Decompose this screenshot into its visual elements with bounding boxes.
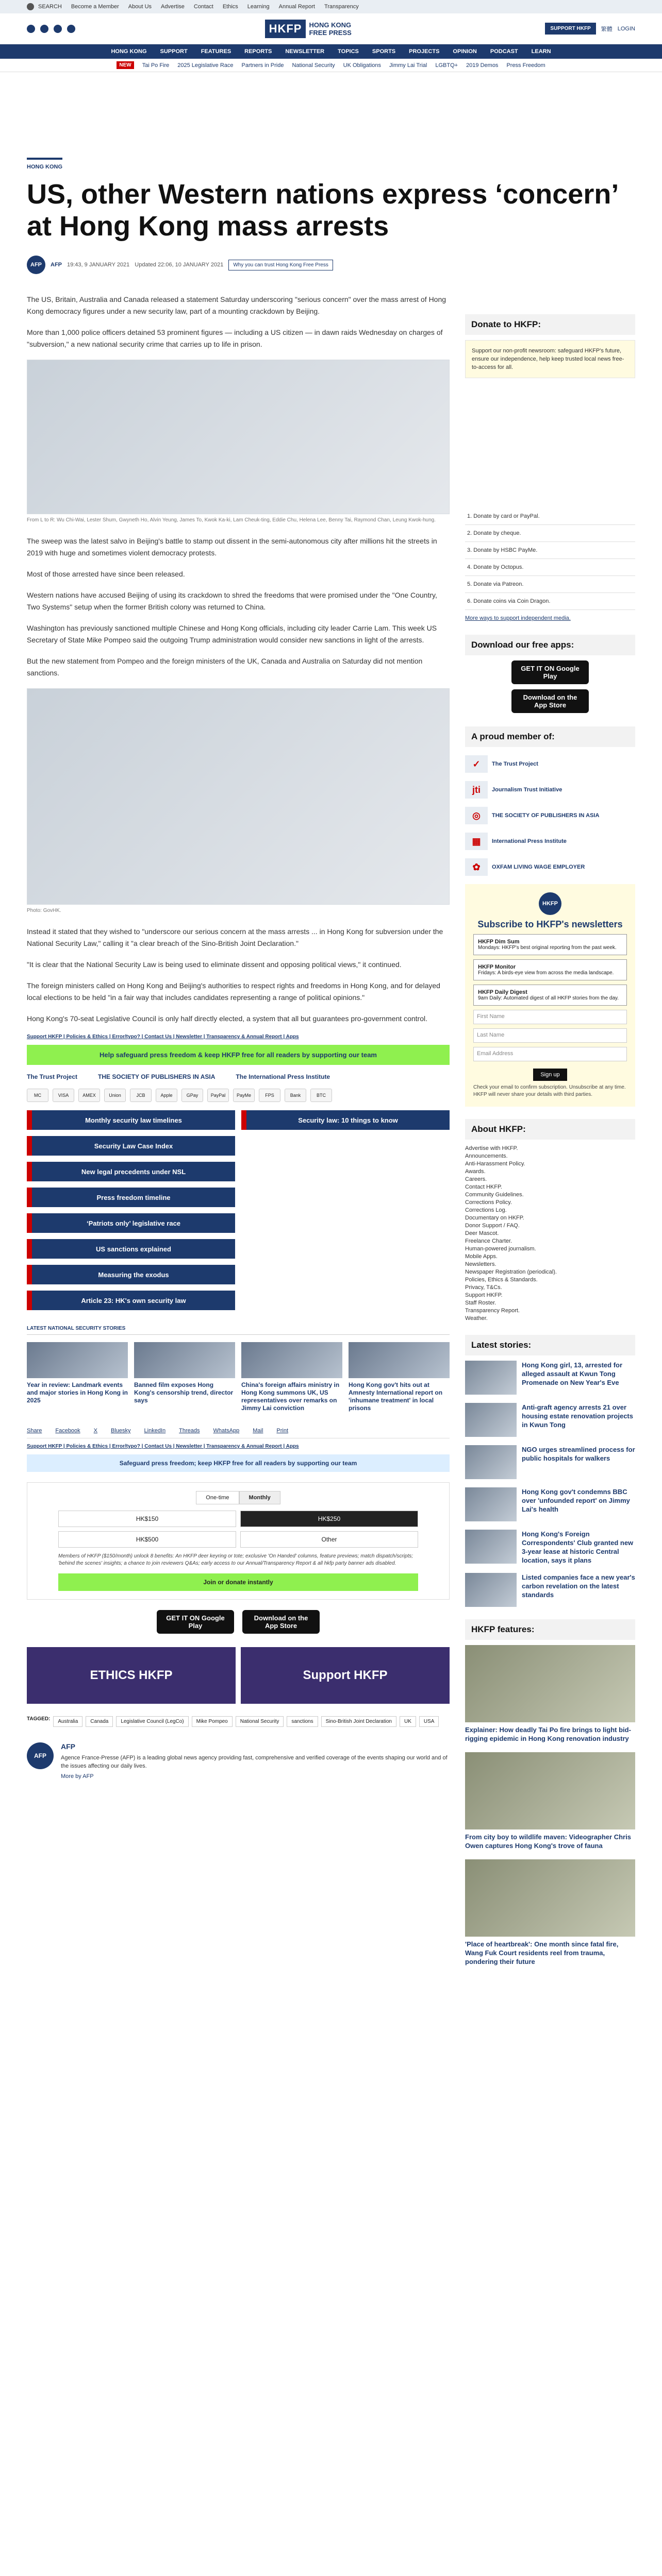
member-badge[interactable] <box>465 807 635 824</box>
latest-stories <box>465 1361 635 1607</box>
paragraph: More than 1,000 police officers detained 53 prominent figures — including a US citizen — in dawn raids Wednesday on charges of "subversion," a new national security crime that carries up to life in prison. <box>27 328 443 348</box>
more-ways-link[interactable]: More ways to support independent media. <box>465 615 571 621</box>
youtube-icon[interactable] <box>67 25 75 33</box>
share-label: Share <box>27 1428 42 1434</box>
author-box-avatar[interactable]: AFP <box>27 1742 54 1769</box>
banner-us-sanctions[interactable]: US sanctions explained <box>27 1239 235 1259</box>
site-logo[interactable] <box>265 20 352 38</box>
paragraph: But the new statement from Pompeo and the foreign ministers of the UK, Canada and Australia on Saturday did not mention sanctions. <box>27 657 423 677</box>
donation-widget <box>27 1482 450 1600</box>
amount-option[interactable]: HK$250 <box>240 1511 418 1527</box>
join-button[interactable]: Join or donate instantly <box>58 1573 418 1591</box>
about-link[interactable]: Mobile Apps. <box>465 1253 498 1260</box>
article-image-govhk <box>27 688 450 905</box>
share-bluesky[interactable]: Bluesky <box>111 1428 131 1434</box>
related-thumb[interactable] <box>349 1342 450 1378</box>
donate-box <box>465 340 635 378</box>
newsletter-option[interactable] <box>473 959 627 980</box>
payment-icon: GPay <box>181 1089 203 1102</box>
share-x[interactable]: X <box>93 1428 98 1434</box>
topbar-annual-report[interactable]: Annual Report <box>278 4 315 10</box>
oxfam-icon: ✿ <box>465 858 488 876</box>
member-badge[interactable] <box>465 833 635 850</box>
author-box <box>27 1742 450 1780</box>
newsletter-option[interactable] <box>473 934 627 955</box>
donation-tabs <box>58 1491 418 1504</box>
donate-spacer <box>465 389 635 508</box>
last-name-input[interactable]: Last Name <box>473 1028 627 1043</box>
latest-title[interactable]: Hong Kong girl, 13, arrested for alleged assault at Kwun Tong Promenade on New Year's Eve <box>522 1361 623 1386</box>
paragraph: The sweep was the latest salvo in Beijing's battle to stamp out dissent in the semi-autonomous city after millions hit the streets in 2019 with huge and sometimes violent democracy protests. <box>27 537 437 557</box>
share-linkedin[interactable]: LinkedIn <box>144 1428 166 1434</box>
payment-icon: FPS <box>259 1089 280 1102</box>
trending-item[interactable]: 2019 Demos <box>466 62 499 69</box>
about-link[interactable]: Support HKFP. <box>465 1292 503 1298</box>
latest-thumb[interactable] <box>465 1487 517 1521</box>
tag-list <box>27 1716 450 1727</box>
related-title[interactable]: Year in review: Landmark events and major stories in Hong Kong in 2025 <box>27 1381 128 1404</box>
about-link[interactable]: Corrections Log. <box>465 1207 507 1213</box>
support-promo[interactable]: Support HKFP <box>241 1647 450 1704</box>
trending-item[interactable]: UK Obligations <box>343 62 381 69</box>
nav-item[interactable]: SPORTS <box>372 48 396 55</box>
member-badge[interactable] <box>465 755 635 773</box>
amount-option[interactable]: HK$500 <box>58 1531 236 1548</box>
newsletter-option-title: HKFP Monitor <box>478 964 516 970</box>
newsletter-option[interactable] <box>473 985 627 1006</box>
trending-item[interactable]: Press Freedom <box>506 62 545 69</box>
about-link[interactable]: Human-powered journalism. <box>465 1246 536 1252</box>
donate-heading: Donate to HKFP: <box>465 314 635 335</box>
sidebar <box>465 314 635 1975</box>
payment-icon: AMEX <box>78 1089 100 1102</box>
app-store-button[interactable]: Download on the App Store <box>242 1610 320 1634</box>
main-nav <box>0 44 662 59</box>
latest-title[interactable]: Listed companies face a new year's carbon revelation on the latest standards <box>522 1573 635 1599</box>
topbar-contact[interactable]: Contact <box>193 4 213 10</box>
trust-button[interactable]: Why you can trust Hong Kong Free Press <box>228 260 333 270</box>
nav-item[interactable]: REPORTS <box>244 48 272 55</box>
latest-item[interactable] <box>465 1403 635 1437</box>
about-link[interactable]: Freelance Charter. <box>465 1238 512 1244</box>
paragraph: Hong Kong's 70-seat Legislative Council is only half directly elected, a system that all but guarantees pro-government control. <box>27 1014 427 1023</box>
payment-icon: Union <box>104 1089 126 1102</box>
top-utility-bar <box>0 0 662 13</box>
banner-article-23[interactable]: Article 23: HK's own security law <box>27 1291 235 1310</box>
about-heading: About HKFP: <box>465 1119 635 1140</box>
tag[interactable]: UK <box>400 1716 416 1727</box>
ipi-icon: ▦ <box>465 833 488 850</box>
ethics-promo[interactable]: ETHICS HKFP <box>27 1647 236 1704</box>
nav-item[interactable]: TOPICS <box>338 48 359 55</box>
related-stories <box>27 1342 450 1412</box>
donate-option[interactable]: 1. Donate by card or PayPal. <box>465 508 635 525</box>
about-link[interactable]: Donor Support / FAQ. <box>465 1223 520 1229</box>
publish-date: 19:43, 9 JANUARY 2021 <box>67 262 130 268</box>
related-thumb[interactable] <box>241 1342 342 1378</box>
instagram-icon[interactable] <box>54 25 62 33</box>
latest-thumb[interactable] <box>465 1573 517 1607</box>
tags-label: TAGGED: <box>27 1716 51 1722</box>
donate-option[interactable]: 6. Donate coins via Coin Dragon. <box>465 593 635 610</box>
latest-item[interactable] <box>465 1445 635 1479</box>
related-title[interactable]: Hong Kong gov't hits out at Amnesty International report on 'inhumane treatment' in local prisons <box>349 1381 443 1412</box>
email-input[interactable]: Email Address <box>473 1047 627 1061</box>
related-thumb[interactable] <box>134 1342 235 1378</box>
nav-item[interactable]: NEWSLETTER <box>285 48 325 55</box>
donate-text[interactable]: Support our non-profit newsroom: safeguard HKFP's future, ensure our independence, help keep trusted local news free-to-access for all. <box>472 348 624 370</box>
x-icon[interactable] <box>40 25 48 33</box>
about-list <box>465 1145 635 1323</box>
paragraph: Washington has previously sanctioned multiple Chinese and Hong Kong officials, including city leader Carrie Lam. This week US Secretary of State Mike Pompeo said the outgoing Trump administration would consider new sanctions in light of the arrests. <box>27 624 437 644</box>
newsletter-heading: Subscribe to HKFP's newsletters <box>477 919 623 929</box>
about-link[interactable]: Staff Roster. <box>465 1300 496 1306</box>
login-link[interactable]: LOGIN <box>617 25 635 32</box>
logo-line-1: HONG KONG <box>309 21 352 29</box>
partner-logos <box>27 1073 450 1080</box>
tag[interactable]: USA <box>419 1716 439 1727</box>
trending-item[interactable]: Jimmy Lai Trial <box>389 62 427 69</box>
author-avatar[interactable]: AFP <box>27 256 45 274</box>
payment-icon: Apple <box>156 1089 177 1102</box>
topbar-transparency[interactable]: Transparency <box>324 4 359 10</box>
tag[interactable]: sanctions <box>287 1716 318 1727</box>
sidebar-app-buttons <box>465 660 635 713</box>
support-banner[interactable]: Help safeguard press freedom & keep HKFP free for all readers by supporting our team <box>27 1045 450 1065</box>
feature-title[interactable]: 'Place of heartbreak': One month since fatal fire, Wang Fuk Court residents reel from trauma, pondering their future <box>465 1940 619 1965</box>
about-link[interactable]: Newspaper Registration (periodical). <box>465 1269 557 1275</box>
facebook-icon[interactable] <box>27 25 35 33</box>
support-hkfp-button[interactable]: SUPPORT HKFP <box>545 23 595 35</box>
trending-item[interactable]: LGBTQ+ <box>435 62 458 69</box>
donate-option[interactable]: 4. Donate by Octopus. <box>465 559 635 576</box>
banner-legal-precedents[interactable]: New legal precedents under NSL <box>27 1162 235 1181</box>
updated-date: Updated 22:06, 10 JANUARY 2021 <box>135 262 224 268</box>
latest-thumb[interactable] <box>465 1445 517 1479</box>
trending-nav <box>0 59 662 72</box>
about-link[interactable]: Announcements. <box>465 1153 508 1159</box>
social-icons <box>27 25 75 33</box>
banner-patriots-only[interactable]: ‘Patriots only’ legislative race <box>27 1213 235 1233</box>
promo-tiles <box>27 1647 450 1704</box>
about-link[interactable]: Contact HKFP. <box>465 1184 502 1190</box>
topbar-about[interactable]: About Us <box>128 4 152 10</box>
share-mail[interactable]: Mail <box>253 1428 263 1434</box>
explainer-banners <box>27 1110 450 1310</box>
share-print[interactable]: Print <box>276 1428 289 1434</box>
new-badge: NEW <box>117 61 134 69</box>
about-link[interactable]: Awards. <box>465 1168 486 1175</box>
member-name: The Trust Project <box>492 761 538 767</box>
support-links-row-2[interactable]: Support HKFP | Policies & Ethics | Error/typo? | Contact Us | Newsletter | Transparency & Annual Report | Apps <box>27 1444 299 1449</box>
newsletter-logo: HKFP <box>539 892 561 915</box>
byline <box>27 256 635 274</box>
amount-option[interactable]: Other <box>240 1531 418 1548</box>
trending-item[interactable]: National Security <box>292 62 335 69</box>
feature-image[interactable] <box>465 1859 635 1937</box>
image-caption: Photo: GovHK. <box>27 908 61 913</box>
sopa-icon: ◎ <box>465 807 488 824</box>
google-play-button[interactable]: GET IT ON Google Play <box>157 1610 234 1634</box>
paragraph: The US, Britain, Australia and Canada released a statement Saturday underscoring "serious concern" over the mass arrest of Hong Kong democracy figures under a new security law, part of a mounting crackdown by Beijing. <box>27 295 446 315</box>
about-link[interactable]: Careers. <box>465 1176 487 1182</box>
banner-10-things[interactable]: Security law: 10 things to know <box>241 1110 450 1130</box>
membership-description: Members of HKFP ($150/month) unlock 8 benefits: An HKFP deer keyring or tote; exclusive 'On Handed' columns, feature previews; match dispatch/scripts; 'behind the scenes' insights; a chance to join reviewers Q&As; early access to our Annual/Transparency Report & all hkfp party banner ads disabled. <box>58 1553 413 1566</box>
latest-item[interactable] <box>465 1530 635 1565</box>
ipi-logo[interactable]: The International Press Institute <box>236 1073 330 1080</box>
article-title: US, other Western nations express ‘concern’ at Hong Kong mass arrests <box>27 179 618 242</box>
author-box-name[interactable]: AFP <box>61 1742 75 1751</box>
latest-thumb[interactable] <box>465 1361 517 1395</box>
related-card[interactable] <box>241 1342 342 1412</box>
about-link[interactable]: Corrections Policy. <box>465 1199 512 1206</box>
tag[interactable]: Mike Pompeo <box>192 1716 233 1727</box>
latest-thumb[interactable] <box>465 1403 517 1437</box>
related-card[interactable] <box>134 1342 235 1412</box>
tag[interactable]: Legislative Council (LegCo) <box>116 1716 188 1727</box>
latest-thumb[interactable] <box>465 1530 517 1564</box>
nav-item[interactable]: PROJECTS <box>409 48 440 55</box>
latest-heading: Latest stories: <box>465 1335 635 1355</box>
topbar-learning[interactable]: Learning <box>247 4 270 10</box>
latest-title[interactable]: Anti-graft agency arrests 21 over housing estate renovation projects in Kwun Tong <box>522 1403 633 1429</box>
nav-item[interactable]: PODCAST <box>490 48 518 55</box>
payment-icon: JCB <box>130 1089 152 1102</box>
nav-item[interactable]: LEARN <box>531 48 551 55</box>
paragraph: Most of those arrested have since been released. <box>27 570 185 578</box>
trust-project-logo[interactable]: The Trust Project <box>27 1073 78 1080</box>
newsletter-option-desc: 9am Daily: Automated digest of all HKFP stories from the day. <box>478 995 619 1001</box>
share-whatsapp[interactable]: WhatsApp <box>213 1428 240 1434</box>
tag[interactable]: Canada <box>86 1716 113 1727</box>
search-icon[interactable] <box>27 3 34 10</box>
banner-case-index[interactable]: Security Law Case Index <box>27 1136 235 1156</box>
support-links-row[interactable]: Support HKFP | Policies & Ethics | Error/typo? | Contact Us | Newsletter | Transparency & Annual Report | Apps <box>27 1034 299 1040</box>
latest-title[interactable]: NGO urges streamlined process for public hospitals for walkers <box>522 1446 635 1462</box>
donate-option[interactable]: 5. Donate via Patreon. <box>465 576 635 593</box>
about-link[interactable]: Anti-Harassment Policy. <box>465 1161 525 1167</box>
topbar-advertise[interactable]: Advertise <box>161 4 185 10</box>
donate-option[interactable]: 2. Donate by cheque. <box>465 525 635 542</box>
share-bar <box>27 1428 450 1438</box>
banner-press-freedom[interactable]: Press freedom timeline <box>27 1188 235 1207</box>
payment-icon: VISA <box>53 1089 74 1102</box>
member-name: OXFAM LIVING WAGE EMPLOYER <box>492 864 585 870</box>
related-title[interactable]: China's foreign affairs ministry in Hong Kong summons UK, US representatives over remarks on Jimmy Lai conviction <box>241 1381 340 1412</box>
about-link[interactable]: Deer Mascot. <box>465 1230 499 1236</box>
members-heading: A proud member of: <box>465 726 635 747</box>
topbar-ethics[interactable]: Ethics <box>222 4 238 10</box>
feature-title[interactable]: From city boy to wildlife maven: Videographer Chris Owen captures Hong Kong's trove of fauna <box>465 1833 631 1850</box>
payment-icon: PayPal <box>207 1089 229 1102</box>
about-link[interactable]: Advertise with HKFP. <box>465 1145 518 1151</box>
related-title[interactable]: Banned film exposes Hong Kong's censorship trend, director says <box>134 1381 234 1404</box>
latest-title[interactable]: Hong Kong gov't condemns BBC over 'unfounded report' on Jimmy Lai's health <box>522 1488 630 1513</box>
related-card[interactable] <box>27 1342 128 1412</box>
amount-option[interactable]: HK$150 <box>58 1511 236 1527</box>
related-card[interactable] <box>349 1342 450 1412</box>
donation-amounts <box>58 1511 418 1548</box>
sopa-logo[interactable]: THE SOCIETY OF PUBLISHERS IN ASIA <box>98 1073 216 1080</box>
tab-one-time[interactable]: One-time <box>196 1491 239 1504</box>
related-thumb[interactable] <box>27 1342 128 1378</box>
features-list <box>465 1645 635 1966</box>
nav-item[interactable]: OPINION <box>453 48 477 55</box>
member-name: THE SOCIETY OF PUBLISHERS IN ASIA <box>492 812 600 819</box>
share-threads[interactable]: Threads <box>179 1428 200 1434</box>
site-header <box>0 13 662 44</box>
member-badge[interactable] <box>465 858 635 876</box>
trending-item[interactable]: 2025 Legislative Race <box>177 62 234 69</box>
more-by-author[interactable]: More by AFP <box>61 1773 94 1780</box>
tag[interactable]: National Security <box>236 1716 284 1727</box>
trending-item[interactable]: Partners in Pride <box>241 62 284 69</box>
donate-option[interactable]: 3. Donate by HSBC PayMe. <box>465 542 635 559</box>
newsletter-option-title: HKFP Dim Sum <box>478 939 520 945</box>
topbar-search[interactable]: SEARCH <box>38 4 62 10</box>
article-body <box>27 294 450 1780</box>
paragraph: The foreign ministers called on Hong Kong and Beijing's authorities to respect rights and freedoms in Hong Kong, and for delayed local elections to be held "in a fair way that includes candidates representing a range of political opinions." <box>27 981 440 1002</box>
feature-title[interactable]: Explainer: How deadly Tai Po fire brings to light bid-rigging epidemic in Hong Kong renovation industry <box>465 1726 631 1742</box>
latest-item[interactable] <box>465 1573 635 1607</box>
latest-item[interactable] <box>465 1487 635 1521</box>
nav-item[interactable]: FEATURES <box>201 48 231 55</box>
apps-heading: Download our free apps: <box>465 635 635 655</box>
jti-icon: jti <box>465 781 488 799</box>
payment-icon: Bank <box>285 1089 306 1102</box>
member-name: International Press Institute <box>492 838 567 844</box>
features-heading: HKFP features: <box>465 1619 635 1640</box>
author-name[interactable]: AFP <box>51 262 62 268</box>
article-kicker[interactable]: HONG KONG <box>27 158 62 170</box>
safeguard-banner[interactable]: Safeguard press freedom; keep HKFP free for all readers by supporting our team <box>27 1454 450 1472</box>
about-link[interactable]: Transparency Report. <box>465 1308 520 1314</box>
about-link[interactable]: Community Guidelines. <box>465 1192 524 1198</box>
about-link[interactable]: Privacy, T&Cs. <box>465 1284 502 1291</box>
newsletter-option-title: HKFP Daily Digest <box>478 989 527 995</box>
image-caption: From L to R: Wu Chi-Wai, Lester Shum, Gwyneth Ho, Alvin Yeung, James To, Kwok Ka-ki, Lam Cheuk-ting, Eddie Chu, Helena Lee, Benny Tai, Raymond Chan, Leung Kwok-hung. <box>27 517 436 523</box>
banner-exodus[interactable]: Measuring the exodus <box>27 1265 235 1284</box>
member-name: Journalism Trust Initiative <box>492 787 562 793</box>
logo-line-2: FREE PRESS <box>309 28 352 37</box>
payment-icon: PayMe <box>233 1089 255 1102</box>
payment-icon: BTC <box>310 1089 332 1102</box>
paragraph: Western nations have accused Beijing of using its crackdown to shred the freedoms that were promised under the "One Country, Two Systems" setup when the former British colony was returned to China. <box>27 591 437 611</box>
latest-item[interactable] <box>465 1361 635 1395</box>
newsletter-option-desc: Mondays: HKFP's best original reporting from the past week. <box>478 945 617 951</box>
app-store-buttons <box>27 1610 450 1634</box>
member-badge[interactable] <box>465 781 635 799</box>
payment-icon: MC <box>27 1089 48 1102</box>
logo-wordmark <box>309 21 351 37</box>
newsletter-option-desc: Fridays: A birds-eye view from across the media landscape. <box>478 970 614 976</box>
article-image-arrested-figures <box>27 360 450 514</box>
related-heading: LATEST NATIONAL SECURITY STORIES <box>27 1326 450 1335</box>
share-facebook[interactable]: Facebook <box>55 1428 80 1434</box>
checkmark-icon: ✓ <box>465 755 488 773</box>
topbar-member[interactable]: Become a Member <box>71 4 119 10</box>
feature-image[interactable] <box>465 1752 635 1829</box>
author-box-bio: Agence France-Presse (AFP) is a leading global news agency providing fast, comprehensive and verified coverage of the events shaping our world and of the issues affecting our daily lives. <box>61 1755 448 1769</box>
nav-item[interactable]: SUPPORT <box>160 48 188 55</box>
tab-monthly[interactable]: Monthly <box>239 1491 280 1504</box>
feature-image[interactable] <box>465 1645 635 1722</box>
about-link[interactable]: Documentary on HKFP. <box>465 1215 524 1221</box>
about-link[interactable]: Policies, Ethics & Standards. <box>465 1277 538 1283</box>
newsletter-box <box>465 884 635 1107</box>
trending-item[interactable]: Tai Po Fire <box>142 62 170 69</box>
signup-button[interactable]: Sign up <box>533 1069 567 1081</box>
first-name-input[interactable]: First Name <box>473 1010 627 1024</box>
language-switch[interactable]: 繁體 <box>601 26 613 32</box>
latest-title[interactable]: Hong Kong's Foreign Correspondents' Club granted new 3-year lease at historic Central location, says it plans <box>522 1530 634 1564</box>
newsletter-note: Check your email to confirm subscription. Unsubscribe at any time. HKFP will never share your details with third parties. <box>473 1084 626 1097</box>
banner-timelines[interactable]: Monthly security law timelines <box>27 1110 235 1130</box>
nav-item[interactable]: HONG KONG <box>111 48 147 55</box>
paragraph: "It is clear that the National Security Law is being used to eliminate dissent and opposing political views," it continued. <box>27 960 402 969</box>
about-link[interactable]: Newsletters. <box>465 1261 496 1267</box>
payment-methods <box>27 1089 450 1102</box>
about-link[interactable]: Weather. <box>465 1315 488 1321</box>
tag[interactable]: Sino-British Joint Declaration <box>321 1716 396 1727</box>
google-play-button[interactable]: GET IT ON Google Play <box>511 660 589 684</box>
paragraph: Instead it stated that they wished to "underscore our serious concern at the mass arrests ... in Hong Kong for subversion under the National Security Law," calling it "a clear breach of the Sino-British Joint Declaration." <box>27 927 443 947</box>
tag[interactable]: Australia <box>53 1716 82 1727</box>
app-store-button[interactable]: Download on the App Store <box>511 689 589 713</box>
logo-mark: HKFP <box>265 20 306 38</box>
